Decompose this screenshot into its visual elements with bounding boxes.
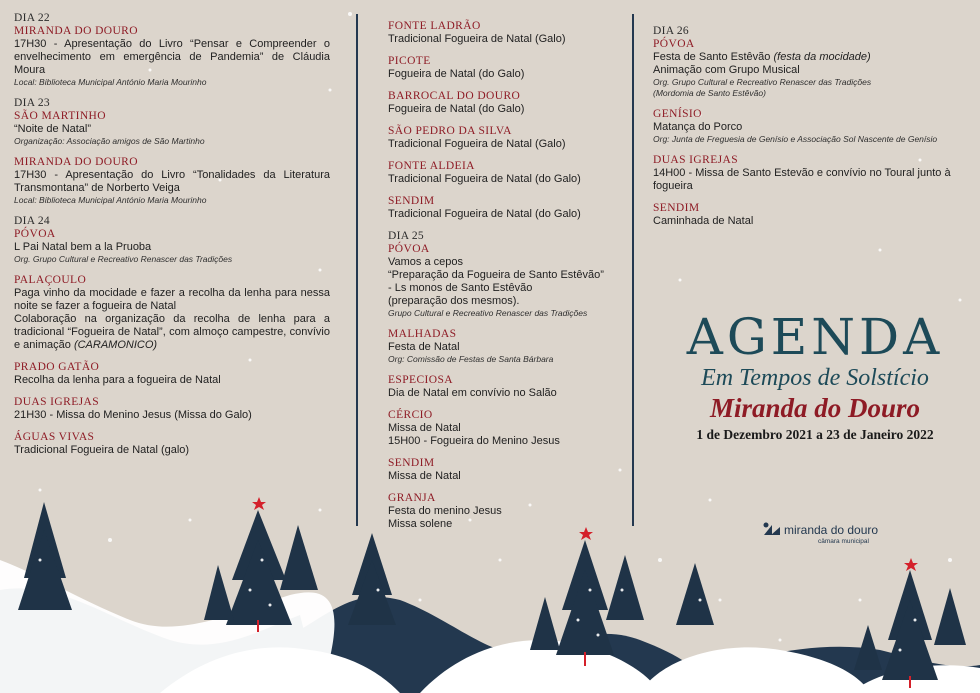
event-note: Local: Biblioteca Municipal António Maria Mourinho — [14, 195, 207, 205]
place-heading: SENDIM — [388, 457, 435, 469]
agenda-column-1 — [14, 12, 330, 466]
event-picote — [388, 55, 624, 81]
event-text: L Pai Natal bem a la Pruoba — [14, 241, 152, 253]
event-note: (Mordomia de Santo Estêvão) — [653, 88, 766, 98]
event-sendim — [388, 195, 624, 221]
place-heading: MIRANDA DO DOURO — [14, 25, 138, 37]
place-heading: GRANJA — [388, 492, 436, 504]
event-text: Tradicional Fogueira de Natal (Galo) — [388, 138, 566, 150]
event-genisio — [653, 108, 967, 145]
event-aguas-vivas — [14, 431, 330, 457]
event-note: Organização: Associação amigos de São Martinho — [14, 136, 205, 146]
event-malhadas — [388, 328, 624, 365]
column-divider — [632, 14, 634, 526]
event-sendim-missa — [388, 457, 624, 483]
event-note: Org. Grupo Cultural e Recreativo Renascer das Tradições — [653, 77, 872, 87]
event-dia22-miranda — [14, 12, 330, 88]
event-text: (preparação dos mesmos). — [388, 295, 520, 307]
event-note: Org: Comissão de Festas de Santa Bárbara — [388, 354, 554, 364]
event-text: 21H30 - Missa do Menino Jesus (Missa do Galo) — [14, 409, 252, 421]
municipality-logo — [762, 521, 882, 551]
event-granja — [388, 492, 624, 531]
event-duas-igrejas-26 — [653, 154, 967, 193]
place-heading: MIRANDA DO DOURO — [14, 156, 138, 168]
place-heading: MALHADAS — [388, 328, 457, 340]
place-heading: SÃO MARTINHO — [14, 110, 106, 122]
day-heading: DIA 23 — [14, 97, 50, 109]
event-text: Dia de Natal em convívio no Salão — [388, 387, 557, 399]
event-barrocal — [388, 90, 624, 116]
event-text: Fogueira de Natal (do Galo) — [388, 68, 525, 80]
event-duas-igrejas — [14, 396, 330, 422]
event-cercio — [388, 409, 624, 448]
event-text: 14H00 - Missa de Santo Estevão e convívio no Toural junto à fogueira — [653, 167, 951, 192]
event-text: Fogueira de Natal (do Galo) — [388, 103, 525, 115]
place-heading: PÓVOA — [653, 38, 695, 50]
agenda-column-2 — [388, 20, 624, 540]
place-heading: PÓVOA — [388, 243, 430, 255]
event-text — [653, 51, 967, 64]
event-text-main: Festa de Santo Estêvão — [653, 51, 771, 63]
place-heading: PALAÇOULO — [14, 274, 87, 286]
event-note: Org: Junta de Freguesia de Genísio e Associação Sol Nascente de Genísio — [653, 134, 938, 144]
event-sendim-caminhada — [653, 202, 967, 228]
event-fonte-aldeia — [388, 160, 624, 186]
event-dia23-sao-martinho — [14, 97, 330, 147]
event-miranda-livro — [14, 156, 330, 206]
event-palacoulo — [14, 274, 330, 352]
event-text: 17H30 - Apresentação do Livro “Tonalidades da Literatura Transmontana” de Norberto Veiga — [14, 169, 330, 194]
event-sao-pedro — [388, 125, 624, 151]
logo-subtitle: câmara municipal — [818, 538, 869, 545]
event-dia25-povoa — [388, 230, 624, 319]
event-text: Paga vinho da mocidade e fazer a recolha da lenha para nessa noite se fazer a fogueira de Natal — [14, 287, 330, 312]
place-heading: CÉRCIO — [388, 409, 433, 421]
municipality-title: Miranda do Douro — [709, 393, 921, 423]
place-heading: PRADO GATÃO — [14, 361, 100, 373]
place-heading: DUAS IGREJAS — [14, 396, 99, 408]
event-note: Grupo Cultural e Recreativo Renascer das Tradições — [388, 308, 588, 318]
place-heading: PÓVOA — [14, 228, 56, 240]
event-text: Tradicional Fogueira de Natal (do Galo) — [388, 208, 581, 220]
event-text: Festa de Natal — [388, 341, 460, 353]
event-text: Missa de Natal — [388, 470, 461, 482]
event-text: Tradicional Fogueira de Natal (galo) — [14, 444, 190, 456]
agenda-title: AGENDA — [686, 308, 944, 366]
event-text: Caminhada de Natal — [653, 215, 754, 227]
event-text: Matança do Porco — [653, 121, 743, 133]
event-especiosa — [388, 374, 624, 400]
column-divider — [356, 14, 358, 526]
event-text: “Noite de Natal” — [14, 123, 92, 135]
event-text: Tradicional Fogueira de Natal (do Galo) — [388, 173, 581, 185]
event-text: Tradicional Fogueira de Natal (Galo) — [388, 33, 566, 45]
agenda-column-3 — [653, 25, 967, 237]
place-heading: PICOTE — [388, 55, 431, 67]
place-heading: SENDIM — [388, 195, 435, 207]
event-fonte-ladrao — [388, 20, 624, 46]
place-heading: ESPECIOSA — [388, 374, 453, 386]
logo-leaf-icon — [762, 521, 784, 539]
day-heading: DIA 22 — [14, 12, 50, 24]
date-range: 1 de Dezembro 2021 a 23 de Janeiro 2022 — [696, 427, 934, 442]
event-text-emphasis: (CARAMONICO) — [73, 339, 158, 351]
event-text: Recolha da lenha para a fogueira de Natal — [14, 374, 221, 386]
event-text: 15H00 - Fogueira do Menino Jesus — [388, 435, 560, 447]
event-text: Missa de Natal — [388, 422, 461, 434]
place-heading: SÃO PEDRO DA SILVA — [388, 125, 512, 137]
event-text: Animação com Grupo Musical — [653, 64, 800, 76]
event-text: Missa solene — [388, 518, 453, 530]
place-heading: FONTE ALDEIA — [388, 160, 475, 172]
event-text-main: Colaboração na organização da recolha de lenha para a tradicional “Fogueira de Natal”, com almoço campestre, convívio e animação — [14, 313, 330, 351]
event-text: 17H30 - Apresentação do Livro “Pensar e Compreender o envelhecimento em emergência de Pandemia” de Cláudia Moura — [14, 38, 330, 76]
event-dia26-povoa — [653, 25, 967, 99]
agenda-subtitle: Em Tempos de Solstício — [701, 365, 929, 391]
place-heading: FONTE LADRÃO — [388, 20, 481, 32]
event-prado-gatao — [14, 361, 330, 387]
logo-name: miranda do douro — [784, 523, 879, 537]
event-note: Local: Biblioteca Municipal António Maria Mourinho — [14, 77, 207, 87]
event-text: - Ls monos de Santo Estêvão — [388, 282, 533, 294]
day-heading: DIA 26 — [653, 25, 689, 37]
place-heading: ÁGUAS VIVAS — [14, 431, 95, 443]
event-dia24-povoa — [14, 215, 330, 265]
event-text: Vamos a cepos — [388, 256, 464, 268]
day-heading: DIA 25 — [388, 230, 424, 242]
place-heading: SENDIM — [653, 202, 700, 214]
event-text: Festa do menino Jesus — [388, 505, 502, 517]
event-note: Org. Grupo Cultural e Recreativo Renascer das Tradições — [14, 254, 233, 264]
event-text — [14, 313, 330, 352]
day-heading: DIA 24 — [14, 215, 50, 227]
place-heading: DUAS IGREJAS — [653, 154, 738, 166]
place-heading: GENÍSIO — [653, 108, 702, 120]
place-heading: BARROCAL DO DOURO — [388, 90, 521, 102]
agenda-title-block — [660, 308, 970, 444]
event-text: “Preparação da Fogueira de Santo Estêvão” — [388, 269, 604, 281]
event-text-emphasis: (festa da mocidade) — [773, 51, 871, 63]
